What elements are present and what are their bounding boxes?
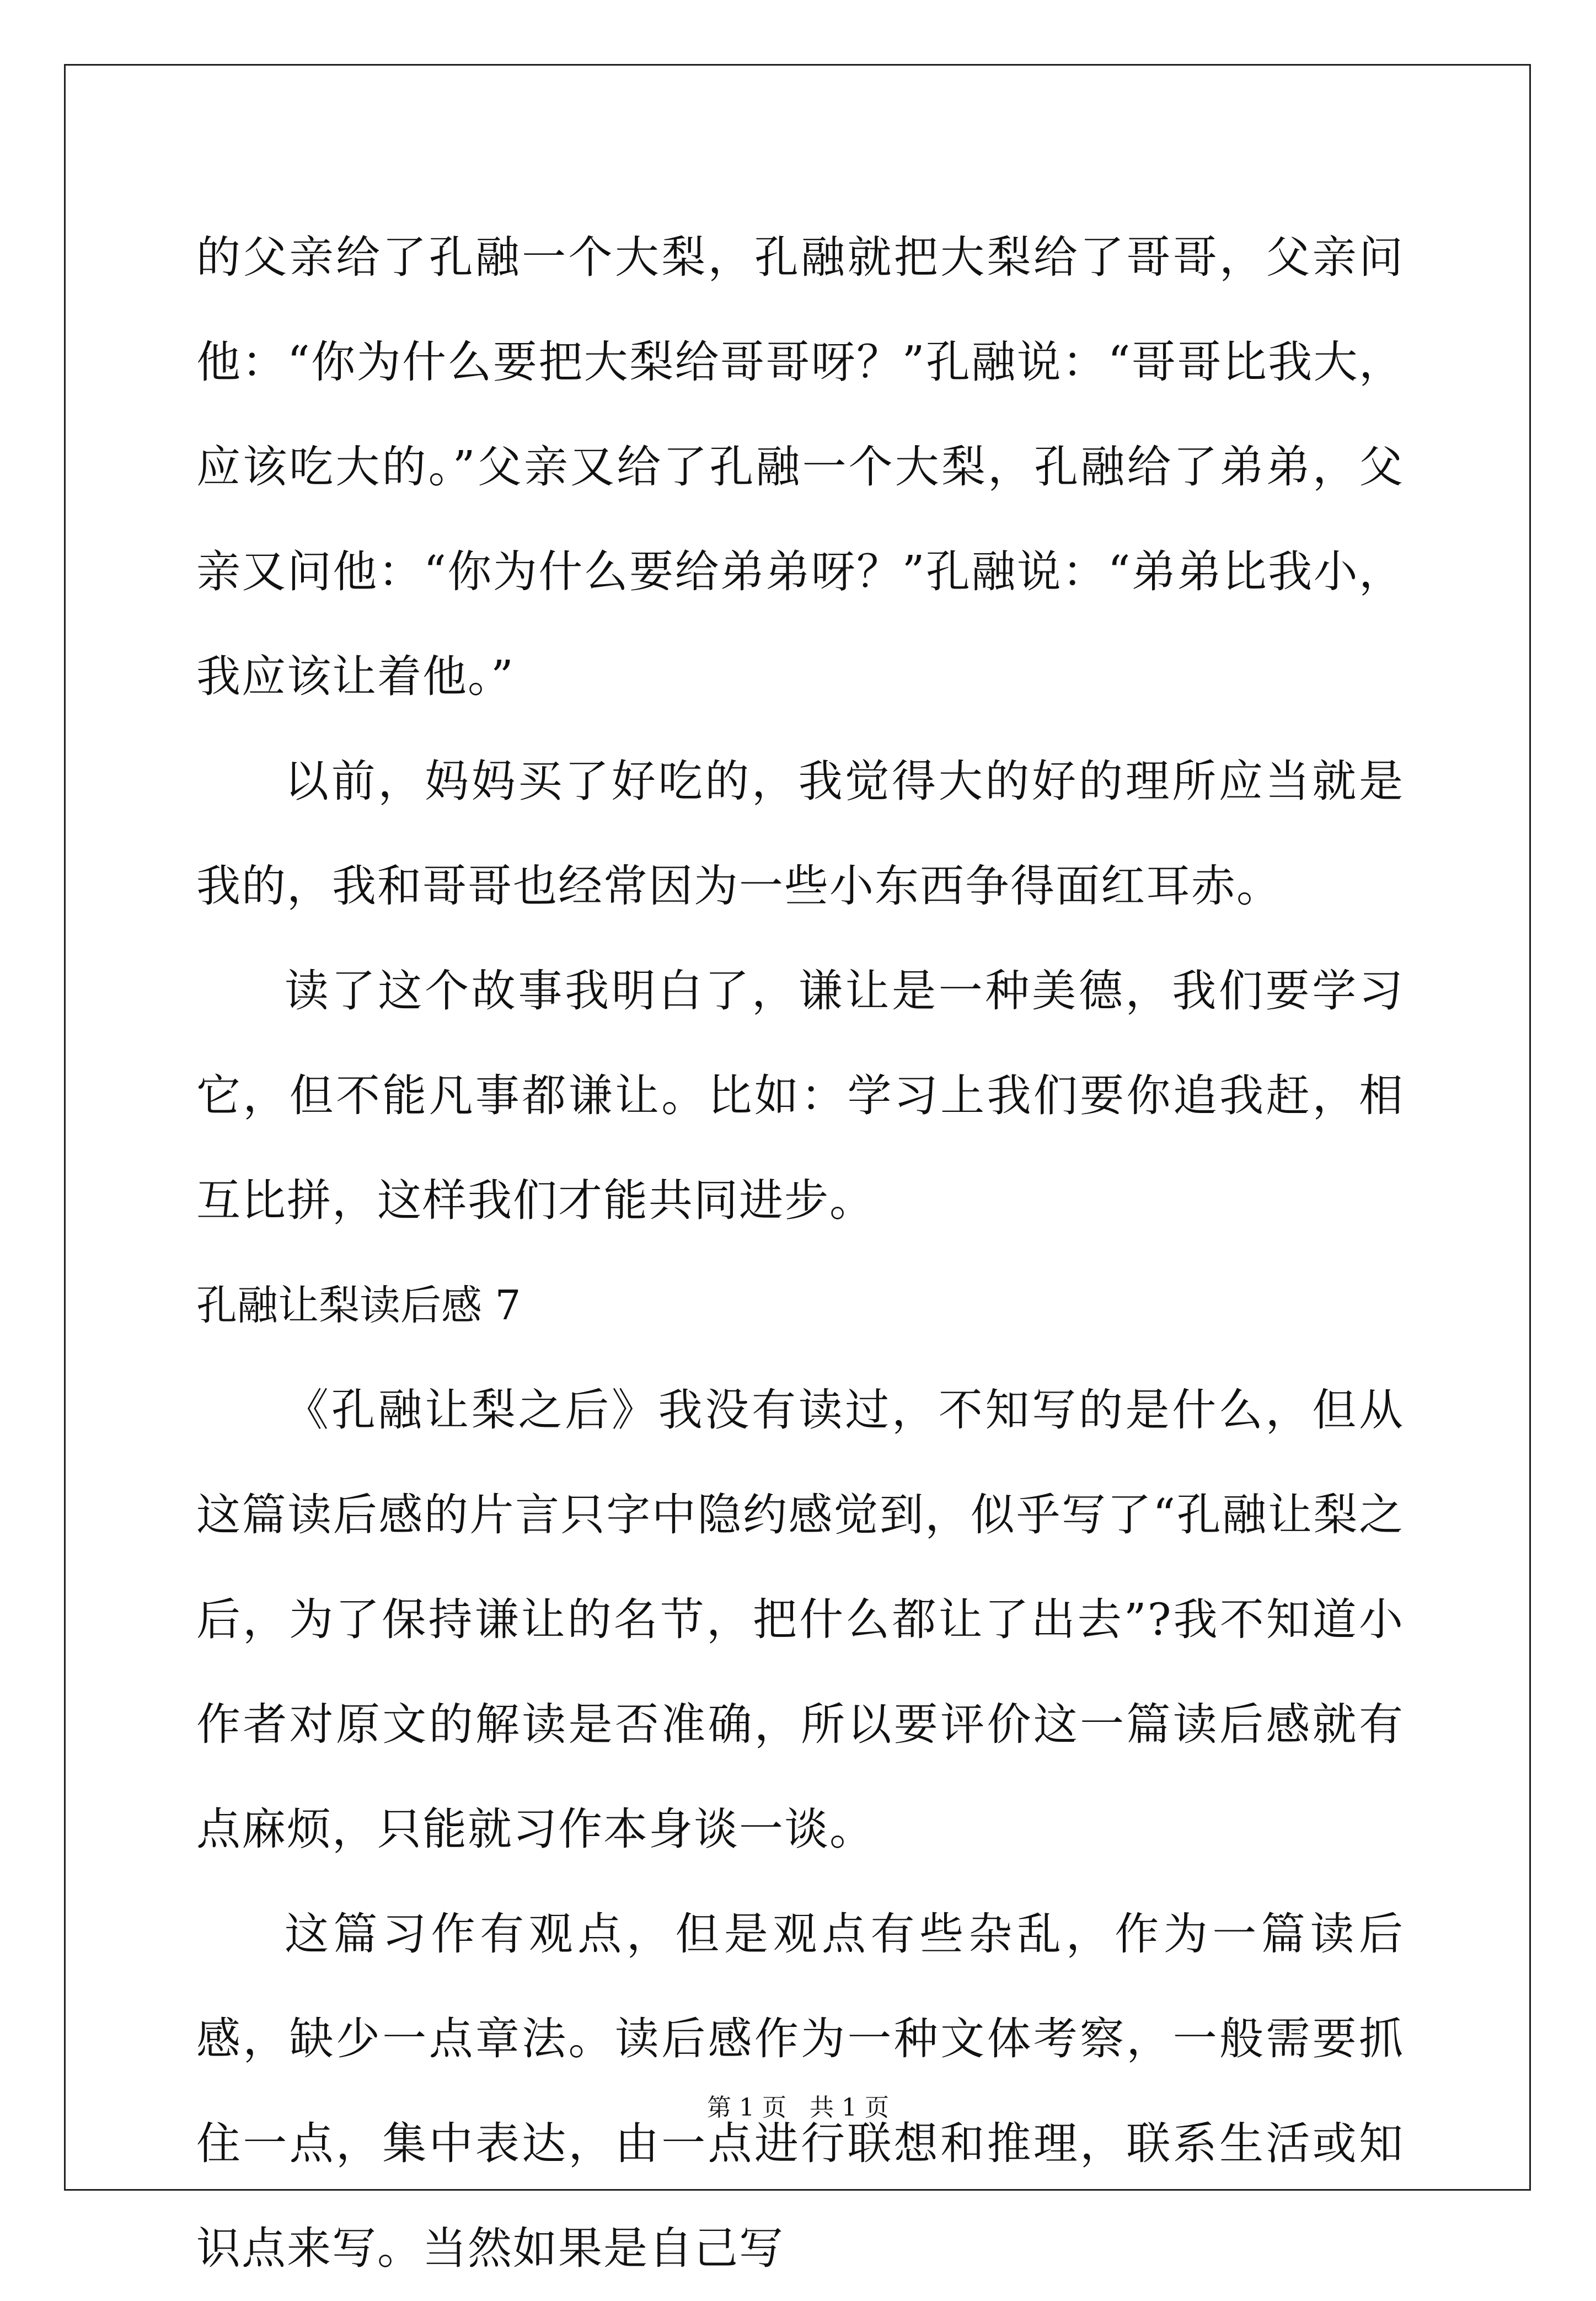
paragraph: 读了这个故事我明白了，谦让是一种美德，我们要学习它，但不能凡事都谦让。比如：学习上我们要你追我赶，相互比拼，这样我们才能共同进步。 — [196, 965, 1404, 1226]
paragraph: 这篇习作有观点，但是观点有些杂乱，作为一篇读后感，缺少一点章法。读后感作为一种文体考察，一般需要抓住一点，集中表达，由一点进行联想和推理，联系生活或知识点来写。当然如果是自己写 — [196, 1908, 1404, 2274]
document-body — [196, 205, 1404, 2301]
paragraph: 以前，妈妈买了好吃的，我觉得大的好的理所应当就是我的，我和哥哥也经常因为一些小东西争得面红耳赤。 — [196, 756, 1404, 912]
paragraph: 《孔融让梨之后》我没有读过，不知写的是什么，但从这篇读后感的片言只字中隐约感觉到，似乎写了“孔融让梨之后，为了保持谦让的名节，把什么都让了出去”?我不知道小作者对原文的解读是否准确，所以要评价这一篇读后感就有点麻烦，只能就习作本身谈一谈。 — [196, 1384, 1404, 1855]
paragraph: 的父亲给了孔融一个大梨，孔融就把大梨给了哥哥，父亲问他：“你为什么要把大梨给哥哥呀？”孔融说：“哥哥比我大，应该吃大的。”父亲又给了孔融一个大梨，孔融给了弟弟，父亲又问他：“你为什么要给弟弟呀？”孔融说：“弟弟比我小，我应该让着他。” — [196, 232, 1404, 702]
page-number: 第 1 页 — [707, 2094, 786, 2122]
page-footer — [0, 2088, 1596, 2123]
section-heading: 孔融让梨读后感 7 — [196, 1282, 521, 1329]
page-total: 共 1 页 — [810, 2094, 889, 2122]
